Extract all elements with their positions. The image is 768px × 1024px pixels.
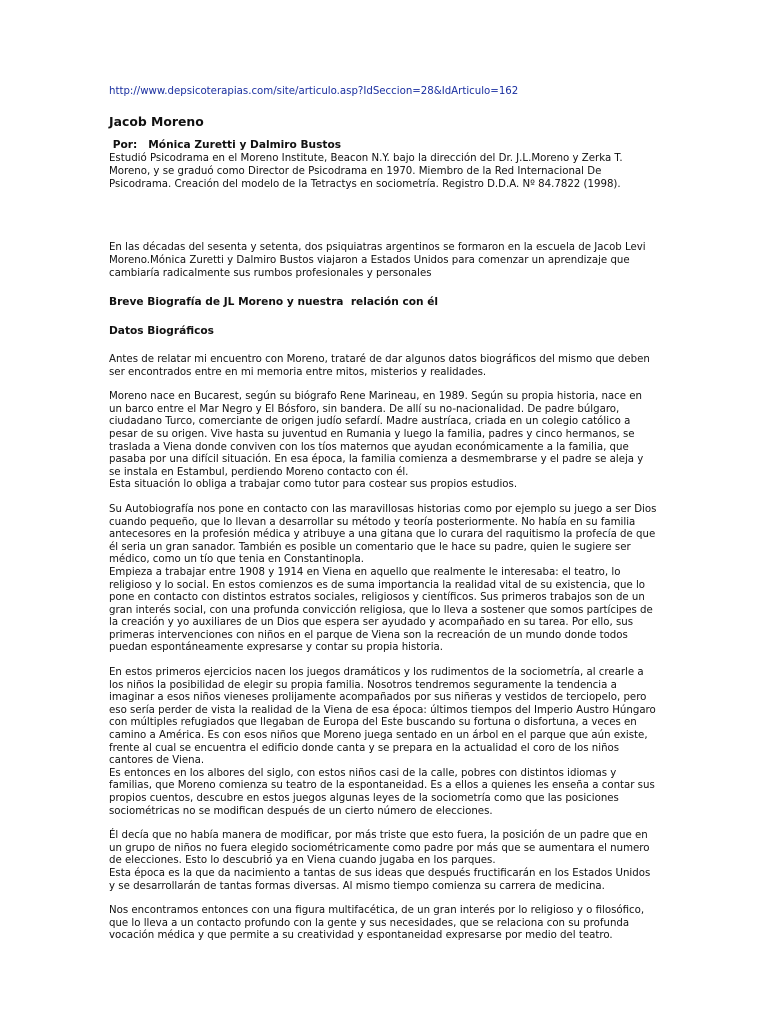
page-title: Jacob Moreno (109, 114, 204, 129)
body-paragraph (109, 905, 657, 943)
section-heading: Breve Biografía de JL Moreno y nuestra relación con él (109, 296, 439, 308)
author-bio: Estudió Psicodrama en el Moreno Institute, Beacon N.Y. bajo la dirección del Dr. J.L.Moreno y Zerka T. Moreno, y se graduó como Director de Psicodrama en 1970. Miembro de la Red Internacional De Psicodrama. Creación del modelo de la Tetractys en sociometría. Registro D.D.A. Nº 84.7822 (1998). (109, 153, 623, 190)
body-paragraph (109, 667, 657, 818)
paragraph-text: Es entonces en los albores del siglo, con estos niños casi de la calle, pobres con distintos idiomas y familias, que Moreno comienza su teatro de la espontaneidad. Es a ellos a quienes les enseña a contar sus propios cuentos, descubre en estos juegos algunas leyes de la sociometría como que las posiciones sociométricas no se modifican después de un cierto número de elecciones. (109, 767, 655, 817)
paragraph-text: Moreno nace en Bucarest, según su biógrafo Rene Marineau, en 1989. Según su propia historia, nace en un barco entre el Mar Negro y El Bósforo, sin bandera. De allí su no-nacionalidad. De padre búlgaro, ciudadano Turco, comerciante de origen judío sefardí. Madre austríaca, criada en un colegio católico a pesar de su origen. Vive hasta su juventud en Rumania y luego la familia, padres y cinco hermanos, se traslada a Viena donde conviven con los tíos maternos que ayudan económicamente a la familia, que pasaba por una difícil situación. En esa época, la familia comienza a desmembrarse y el padre se aleja y se instala en Estambul, perdiendo Moreno contacto con él. (109, 391, 644, 478)
body-paragraph (109, 354, 657, 379)
paragraph-text: Empieza a trabajar entre 1908 y 1914 en Viena en aquello que realmente le interesaba: el teatro, lo religioso y lo social. En estos comienzos es de suma importancia la realidad vital de su existencia, que lo pone en contacto con distintos estratos sociales, religiosos y científicos. Sus primeros trabajos son de un gran interés social, con una profunda convicción religiosa, que lo lleva a sostener que somos partícipes de la creación y yo auxiliares de un Dios que espera ser ayudado y acompañado en su tarea. Por ello, sus primeras intervenciones con niños en el parque de Viena son la recreación de un mundo donde todos puedan espontáneamente expresarse y contar su propia historia. (109, 566, 653, 654)
intro-paragraph: En las décadas del sesenta y setenta, dos psiquiatras argentinos se formaron en la escuela de Jacob Levi Moreno.Mónica Zuretti y Dalmiro Bustos viajaron a Estados Unidos para comenzar un aprendizaje que cambiaría radicalmente sus rumbos profesionales y personales (109, 242, 646, 279)
author-line: Por: Mónica Zuretti y Dalmiro Bustos (109, 139, 342, 151)
subheading: Datos Biográficos (109, 325, 214, 337)
paragraph-text: Antes de relatar mi encuentro con Moreno, trataré de dar algunos datos biográficos del mismo que deben ser encontrados entre en mi memoria entre mitos, misterios y realidades. (109, 354, 650, 378)
paragraph-text: Esta época es la que da nacimiento a tantas de sus ideas que después fructificarán en los Estados Unidos y se desarrollarán de tantas formas diversas. Al mismo tiempo comienza su carrera de medicina. (109, 867, 651, 892)
body-paragraph (109, 391, 657, 492)
body-paragraph (109, 504, 657, 655)
paragraph-text: Nos encontramos entonces con una figura multifacética, de un gran interés por lo religioso y o filosófico, que lo lleva a un contacto profundo con la gente y sus necesidades, que se relaciona con su profunda vocación médica y que permite a su creatividad y espontaneidad expresarse por medio del teatro. (109, 905, 645, 942)
paragraph-text: Él decía que no había manera de modificar, por más triste que esto fuera, la posición de un padre que en un grupo de niños no fuera elegido sociométricamente como padre por más que se aumentara el numero de elecciones. Esto lo descubrió ya en Viena cuando jugaba en los parques. (109, 830, 650, 867)
document-page (109, 85, 657, 955)
source-url-link[interactable]: http://www.depsicoterapias.com/site/articulo.asp?IdSeccion=28&IdArticulo=162 (109, 86, 519, 97)
paragraph-text: Su Autobiografía nos pone en contacto con las maravillosas historias como por ejemplo su juego a ser Dios cuando pequeño, que lo llevan a desarrollar su método y teoría posteriormente. No había en su familia antecesores en la profesión médica y atribuye a una gitana que lo curara del raquitismo la profecía de que él seria un gran sanador. También es posible un comentario que le hace su padre, quien le sugiere ser médico, como un tío que tenia en Constantinopla. (109, 503, 657, 566)
paragraph-text: En estos primeros ejercicios nacen los juegos dramáticos y los rudimentos de la sociometría, al crearle a los niños la posibilidad de elegir su propia familia. Nosotros tendremos seguramente la tendencia a imaginar a esos niños vieneses prolijamente acompañados por sus niñeras y vestidos de terciopelo, pero eso sería perder de vista la realidad de la Viena de esa época: últimos tiempos del Imperio Austro Húngaro con múltiples refugiados que llegaban de Europa del Este buscando su fortuna o disfortuna, a veces en camino a América. Es con esos niños que Moreno juega sentado en un árbol en el parque que aún existe, frente al cual se encuentra el edificio donde canta y se prepara en la actualidad el coro de los niños cantores de Viena. (109, 667, 656, 767)
paragraph-text: Esta situación lo obliga a trabajar como tutor para costear sus propios estudios. (109, 479, 518, 491)
body-paragraph (109, 830, 657, 893)
